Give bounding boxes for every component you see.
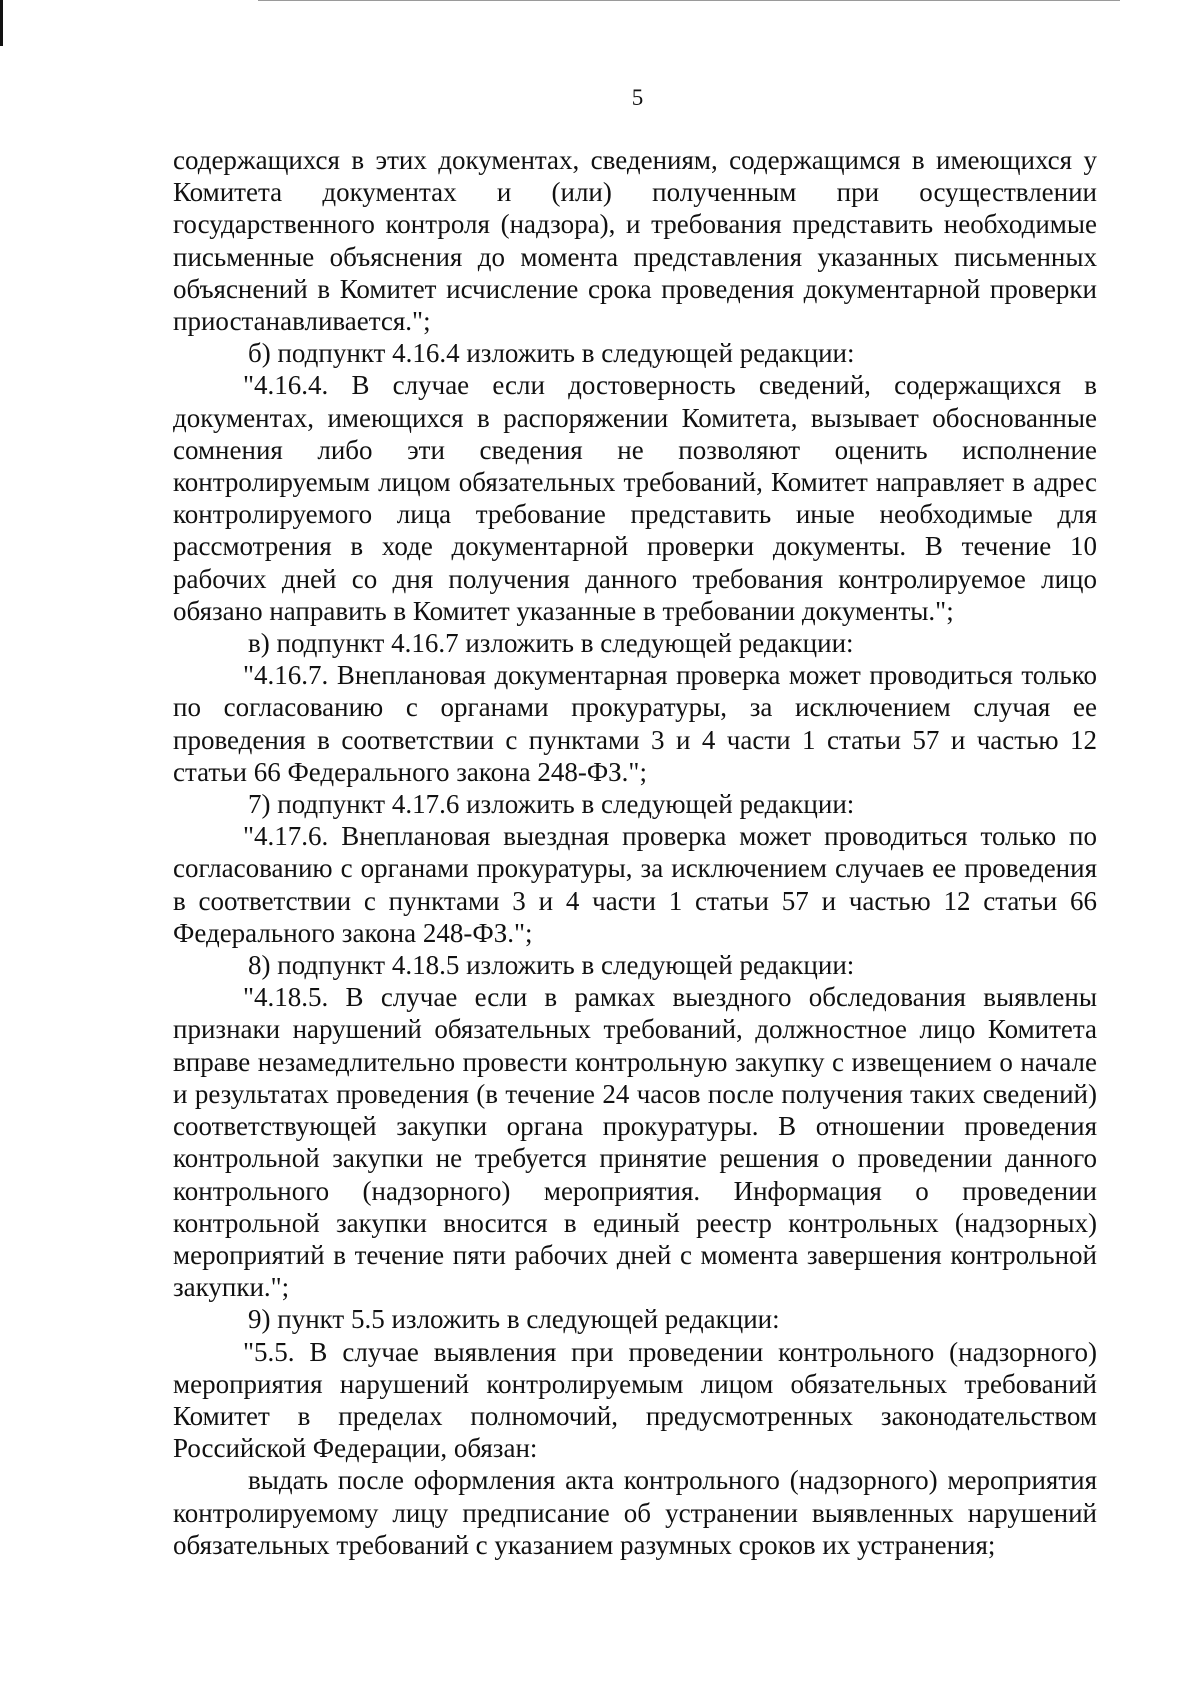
paragraph-5-5: "5.5. В случае выявления при проведении контрольного (надзорного) мероприятия нарушений контролируемым лицом обязательных требований Комитет в пределах полномочий, предусмотренных законодательством Российской Федерации, обязан:	[173, 1336, 1097, 1464]
paragraph-amendment-b: б) подпункт 4.16.4 изложить в следующей редакции:	[248, 338, 855, 369]
scan-edge-mark	[0, 0, 3, 46]
paragraph-amendment-8: 8) подпункт 4.18.5 изложить в следующей редакции:	[248, 950, 855, 981]
paragraph-4-17-6: "4.17.6. Внеплановая выездная проверка может проводиться только по согласованию с органами прокуратуры, за исключением случаев ее проведения в соответствии с пунктами 3 и 4 части 1 статьи 57 и частью 12 статьи 66 Федерального закона 248-ФЗ.";	[173, 821, 1097, 948]
paragraph-amendment-v: в) подпункт 4.16.7 изложить в следующей редакции:	[248, 628, 854, 659]
scan-top-line	[258, 0, 1120, 1]
paragraph-obligation: выдать после оформления акта контрольного (надзорного) мероприятия контролируемому лицу предписание об устранении выявленных нарушений обязательных требований с указанием разумных сроков их устранения;	[173, 1465, 1097, 1560]
paragraph-4-18-5: "4.18.5. В случае если в рамках выездного обследования выявлены признаки нарушений обязательных требований, должностное лицо Комитета вправе незамедлительно провести контрольную закупку с извещением о начале и результатах проведения (в течение 24 часов после получения таких сведений) соответствующей закупки органа прокуратуры. В отношении проведения контрольной закупки не требуется принятие решения о проведении данного контрольного (надзорного) мероприятия. Информация о проведении контрольной закупки вносится в единый реестр контрольных (надзорных) мероприятий в течение пяти рабочих дней с момента завершения контрольной закупки.";	[173, 982, 1097, 1303]
paragraph-continuation: содержащихся в этих документах, сведениям, содержащимся в имеющихся у Комитета документах и (или) полученным при осуществлении государственного контроля (надзора), и требования представить необходимые письменные объяснения до момента представления указанных письменных объяснений в Комитет исчисление срока проведения документарной проверки приостанавливается.";	[173, 145, 1097, 337]
page-number: 5	[631, 85, 644, 110]
paragraph-amendment-7: 7) подпункт 4.17.6 изложить в следующей редакции:	[248, 789, 855, 820]
paragraph-4-16-4: "4.16.4. В случае если достоверность сведений, содержащихся в документах, имеющихся в распоряжении Комитета, вызывает обоснованные сомнения либо эти сведения не позволяют оценить исполнение контролируемым лицом обязательных требований, Комитет направляет в адрес контролируемого лица требование представить иные необходимые для рассмотрения в ходе документарной проверки документы. В течение 10 рабочих дней со дня получения данного требования контролируемое лицо обязано направить в Комитет указанные в требовании документы.";	[173, 370, 1097, 626]
paragraph-amendment-9: 9) пункт 5.5 изложить в следующей редакции:	[248, 1304, 780, 1335]
document-body	[173, 144, 1097, 1561]
paragraph-4-16-7: "4.16.7. Внеплановая документарная проверка может проводиться только по согласованию с органами прокуратуры, за исключением случая ее проведения в соответствии с пунктами 3 и 4 части 1 статьи 57 и частью 12 статьи 66 Федерального закона 248-ФЗ.";	[173, 660, 1097, 787]
